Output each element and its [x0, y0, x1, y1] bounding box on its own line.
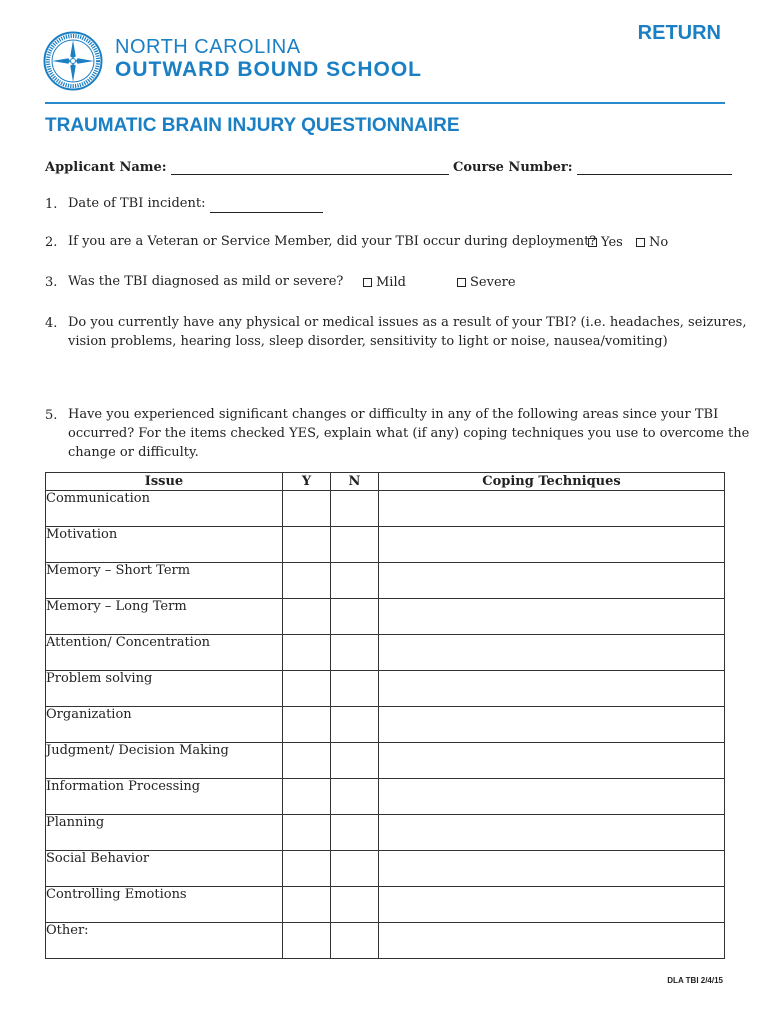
coping-techniques-field[interactable]	[379, 491, 725, 527]
table-row	[46, 851, 725, 887]
issues-table	[45, 472, 725, 959]
no-check-cell[interactable]	[331, 707, 379, 743]
header-coping: Coping Techniques	[379, 473, 725, 491]
issue-cell: Judgment/ Decision Making	[46, 743, 283, 779]
course-number-field[interactable]	[577, 162, 732, 175]
issue-cell: Information Processing	[46, 779, 283, 815]
table-row	[46, 923, 725, 959]
question-5-number: 5.	[45, 408, 58, 423]
yes-checkbox[interactable]	[588, 238, 597, 247]
course-row	[453, 160, 732, 175]
issue-cell: Memory – Long Term	[46, 599, 283, 635]
yes-check-cell[interactable]	[283, 923, 331, 959]
question-5-line1: Have you experienced significant changes or difficulty in any of the following areas since your TBI	[68, 407, 719, 422]
table-row	[46, 635, 725, 671]
coping-techniques-field[interactable]	[379, 887, 725, 923]
header-issue: Issue	[46, 473, 283, 491]
coping-techniques-field[interactable]	[379, 707, 725, 743]
table-row	[46, 815, 725, 851]
no-check-cell[interactable]	[331, 671, 379, 707]
form-title: TRAUMATIC BRAIN INJURY QUESTIONNAIRE	[45, 115, 460, 136]
issue-cell: Motivation	[46, 527, 283, 563]
return-button[interactable]: RETURN	[637, 22, 721, 44]
issue-cell: Problem solving	[46, 671, 283, 707]
question-4	[68, 313, 746, 351]
issue-cell: Memory – Short Term	[46, 563, 283, 599]
mild-label: Mild	[376, 275, 406, 290]
no-check-cell[interactable]	[331, 815, 379, 851]
issue-cell: Communication	[46, 491, 283, 527]
tbi-date-field[interactable]	[210, 200, 323, 213]
table-row	[46, 563, 725, 599]
coping-techniques-field[interactable]	[379, 815, 725, 851]
yes-check-cell[interactable]	[283, 851, 331, 887]
question-1-text: Date of TBI incident:	[68, 196, 206, 211]
table-row	[46, 707, 725, 743]
deployment-yes-option[interactable]	[588, 235, 623, 250]
coping-techniques-field[interactable]	[379, 779, 725, 815]
yes-check-cell[interactable]	[283, 527, 331, 563]
yes-label: Yes	[601, 235, 623, 250]
no-check-cell[interactable]	[331, 923, 379, 959]
table-header-row	[46, 473, 725, 491]
severe-label: Severe	[470, 275, 516, 290]
coping-techniques-field[interactable]	[379, 671, 725, 707]
course-label: Course Number:	[453, 160, 573, 175]
no-checkbox[interactable]	[636, 238, 645, 247]
coping-techniques-field[interactable]	[379, 599, 725, 635]
no-check-cell[interactable]	[331, 851, 379, 887]
issue-cell: Attention/ Concentration	[46, 635, 283, 671]
table-row	[46, 491, 725, 527]
issue-cell: Other:	[46, 923, 283, 959]
question-1-number: 1.	[45, 197, 58, 212]
no-label: No	[649, 235, 669, 250]
question-5-line3: change or difficulty.	[68, 445, 199, 460]
header-yes: Y	[283, 473, 331, 491]
yes-check-cell[interactable]	[283, 563, 331, 599]
question-4-line1: Do you currently have any physical or medical issues as a result of your TBI? (i.e. headaches, seizures,	[68, 315, 747, 330]
no-check-cell[interactable]	[331, 887, 379, 923]
coping-techniques-field[interactable]	[379, 743, 725, 779]
table-row	[46, 671, 725, 707]
no-check-cell[interactable]	[331, 563, 379, 599]
header-divider	[45, 102, 725, 104]
table-row	[46, 779, 725, 815]
no-check-cell[interactable]	[331, 491, 379, 527]
yes-check-cell[interactable]	[283, 887, 331, 923]
no-check-cell[interactable]	[331, 743, 379, 779]
table-row	[46, 743, 725, 779]
applicant-label: Applicant Name:	[45, 160, 167, 175]
issue-cell: Controlling Emotions	[46, 887, 283, 923]
no-check-cell[interactable]	[331, 599, 379, 635]
form-code: DLA TBI 2/4/15	[667, 976, 723, 985]
compass-rose-icon	[43, 31, 103, 91]
question-5	[68, 405, 749, 462]
question-2-text: If you are a Veteran or Service Member, did your TBI occur during deployment?	[68, 234, 597, 249]
coping-techniques-field[interactable]	[379, 851, 725, 887]
issue-cell: Organization	[46, 707, 283, 743]
no-check-cell[interactable]	[331, 527, 379, 563]
coping-techniques-field[interactable]	[379, 527, 725, 563]
question-2-number: 2.	[45, 235, 58, 250]
org-name-line1: NORTH CAROLINA	[115, 36, 301, 58]
yes-check-cell[interactable]	[283, 635, 331, 671]
question-1	[68, 194, 323, 213]
issue-cell: Social Behavior	[46, 851, 283, 887]
table-row	[46, 599, 725, 635]
yes-check-cell[interactable]	[283, 779, 331, 815]
yes-check-cell[interactable]	[283, 743, 331, 779]
coping-techniques-field[interactable]	[379, 923, 725, 959]
severe-checkbox[interactable]	[457, 278, 466, 287]
issue-cell: Planning	[46, 815, 283, 851]
org-name-line2: OUTWARD BOUND SCHOOL	[115, 58, 422, 81]
yes-check-cell[interactable]	[283, 599, 331, 635]
header-no: N	[331, 473, 379, 491]
no-check-cell[interactable]	[331, 635, 379, 671]
yes-check-cell[interactable]	[283, 815, 331, 851]
deployment-no-option[interactable]	[636, 235, 668, 250]
mild-option[interactable]	[363, 275, 406, 290]
applicant-name-field[interactable]	[171, 162, 449, 175]
question-4-number: 4.	[45, 316, 58, 331]
severe-option[interactable]	[457, 275, 516, 290]
table-row	[46, 887, 725, 923]
question-3-text: Was the TBI diagnosed as mild or severe?	[68, 274, 344, 289]
no-check-cell[interactable]	[331, 779, 379, 815]
coping-techniques-field[interactable]	[379, 635, 725, 671]
question-3-number: 3.	[45, 275, 58, 290]
applicant-row	[45, 160, 449, 175]
yes-check-cell[interactable]	[283, 491, 331, 527]
question-5-line2: occurred? For the items checked YES, explain what (if any) coping techniques you use to overcome the	[68, 426, 750, 441]
coping-techniques-field[interactable]	[379, 563, 725, 599]
yes-check-cell[interactable]	[283, 707, 331, 743]
table-row	[46, 527, 725, 563]
yes-check-cell[interactable]	[283, 671, 331, 707]
mild-checkbox[interactable]	[363, 278, 372, 287]
question-4-line2: vision problems, hearing loss, sleep disorder, sensitivity to light or noise, nausea/vomiting)	[68, 334, 668, 349]
